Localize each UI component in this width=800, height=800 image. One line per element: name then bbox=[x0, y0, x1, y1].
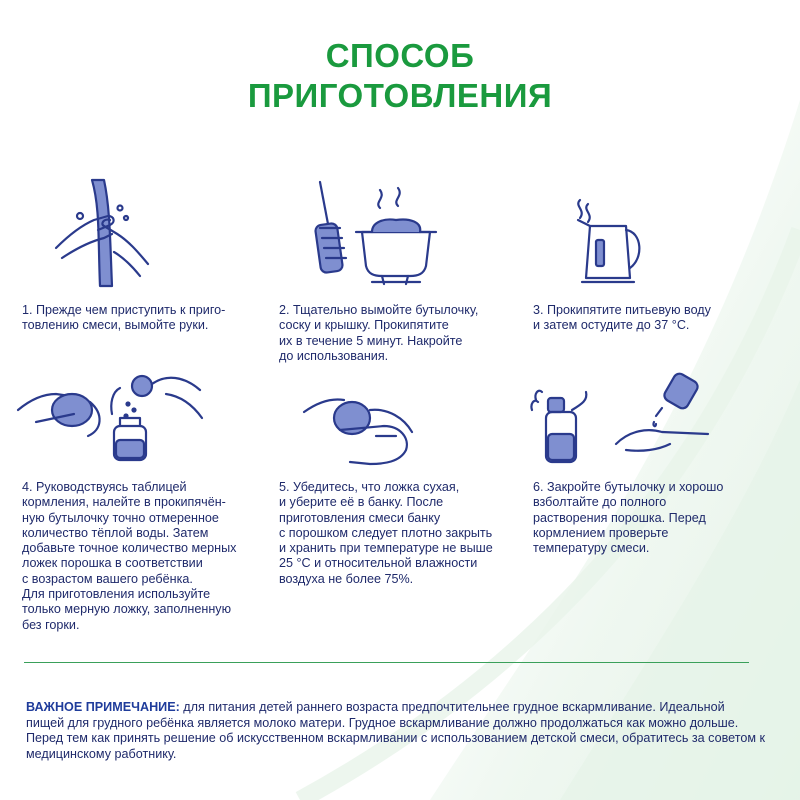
step-3-text: 3. Прокипятите питьевую воду и затем остудите до 37 °C. bbox=[533, 303, 711, 333]
important-note-text: для питания детей раннего возраста предпочтительнее грудное вскармливание. Идеальной пищей для грудного ребёнка является молоко матери. Грудное вскармливание должно продолжаться как можно дольше. Перед тем как принять решение об искусственном вскармливании с использованием детской смеси, обратитесь за советом к медицинскому работнику. bbox=[26, 700, 766, 761]
step-6-text: 6. Закройте бутылочку и хорошо взболтайте до полного растворения порошка. Перед кормлением проверьте температуру смеси. bbox=[533, 480, 724, 556]
step-4-text: 4. Руководствуясь таблицей кормления, налейте в прокипячён- ную бутылочку точно отмеренное количество тёплой воды. Затем добавьте точное количество мерных ложек порошка в соответствии с возрастом вашего ребёнка. Для приготовления используйте только мерную ложку, заполненную без горки. bbox=[22, 480, 237, 632]
bottle-brush-and-boiling-pot-icon bbox=[300, 178, 440, 288]
title-line-2: ПРИГОТОВЛЕНИЯ bbox=[247, 77, 553, 114]
measuring-spoon-and-bottle-icon bbox=[16, 374, 216, 464]
step-2-text: 2. Тщательно вымойте бутылочку, соску и крышку. Прокипятите их в течение 5 минут. Накройте до использования. bbox=[279, 303, 479, 363]
divider bbox=[24, 662, 749, 663]
important-note-label: ВАЖНОЕ ПРИМЕЧАНИЕ: bbox=[26, 700, 180, 714]
closing-jar-icon bbox=[300, 392, 420, 468]
shaking-bottle-and-wrist-test-icon bbox=[530, 370, 710, 470]
kettle-icon bbox=[572, 196, 652, 286]
page-title bbox=[0, 36, 800, 116]
washing-hands-icon bbox=[52, 178, 162, 288]
title-line-1: СПОСОБ bbox=[325, 37, 475, 74]
step-5-text: 5. Убедитесь, что ложка сухая, и уберите её в банку. После приготовления смеси банку с порошком следует плотно закрыть и хранить при температуре не выше 25 °C и относительной влажности воздуха не более 75%. bbox=[279, 480, 493, 586]
step-1-text: 1. Прежде чем приступить к приго- товлению смеси, вымойте руки. bbox=[22, 303, 226, 333]
important-note bbox=[26, 700, 766, 762]
